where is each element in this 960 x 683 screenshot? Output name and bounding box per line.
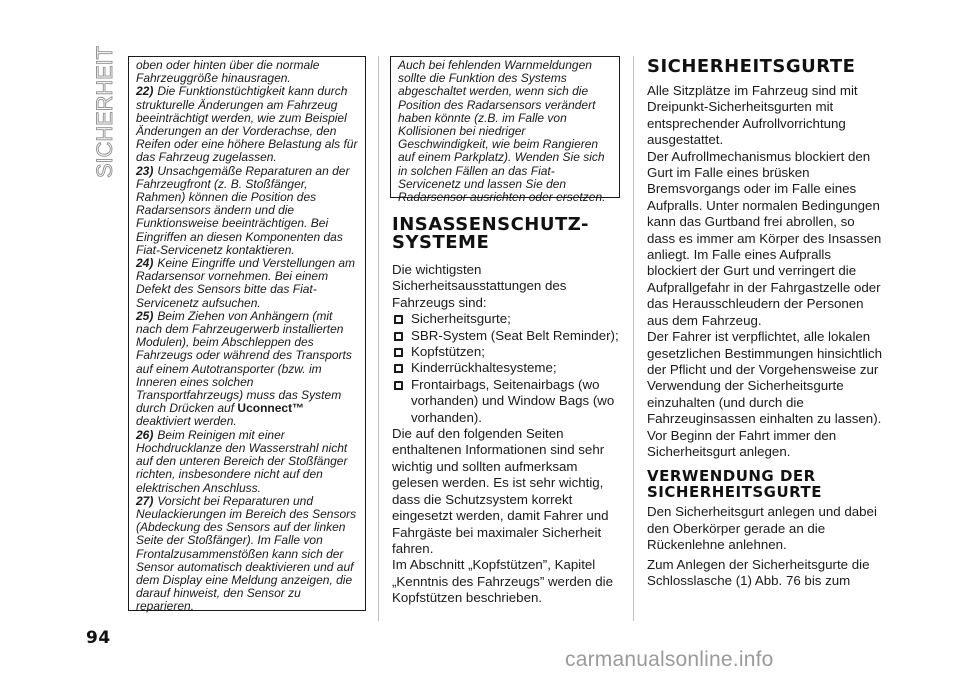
heading-line: INSASSENSCHUTZ- bbox=[392, 214, 589, 235]
heading-line: VERWENDUNG DER bbox=[647, 467, 816, 486]
section-heading-sicherheitsgurte: SICHERHEITSGURTE bbox=[647, 56, 856, 77]
note-item-25 bbox=[136, 310, 358, 429]
note-item-24 bbox=[136, 257, 358, 310]
right-body-2 bbox=[647, 504, 883, 589]
right-paragraph-1: Alle Sitzplätze im Fahrzeug sind mit Dreipunkt-Sicherheitsgurten mit entsprechender Aufrollvorrichtung ausgestattet. bbox=[647, 83, 858, 148]
right-paragraph-3: Der Fahrer ist verpflichtet, alle lokalen gesetzlichen Bestimmungen hinsichtlich der Pflicht und der Vorgehensweise zur Verwendung der Sicherheitsgurte einzuhalten (und durch die Fahrzeuginsassen einhalten zu lassen). bbox=[647, 329, 883, 427]
note-text: Vorsicht bei Reparaturen und Neulackierungen im Bereich des Sensors (Abdeckung des Sensors auf der linken Seite der Stoßfänger). Im Falle von Frontalzusammenstößen kann sich der Sensor automatisch deaktivieren und auf dem Display eine Meldung anzeigen, die darauf hinweist, den Sensor zu reparieren. bbox=[136, 493, 357, 614]
middle-box-text: Auch bei fehlenden Warnmeldungen sollte die Funktion des Systems abgeschaltet werden, wenn sich die Position des Radarsensors verändert haben könnte (z.B. im Falle von Kollisionen bei niedriger Geschwindigkeit, wie beim Rangieren auf einem Parkplatz). Wenden Sie sich in solchen Fällen an das Fiat-Servicenetz und lassen Sie den Radarsensor ausrichten oder ersetzen. bbox=[398, 58, 606, 205]
right-body bbox=[647, 83, 883, 460]
note-text: Keine Eingriffe und Verstellungen am Radarsensor vornehmen. Bei einem Defekt des Sensors bitte das Fiat-Servicenetz aufsuchen. bbox=[136, 256, 356, 310]
note-text: Beim Ziehen von Anhängern (mit nach dem Fahrzeugerwerb installierten Modulen), beim Abschleppen des Fahrzeugs oder während des Transports auf einem Autotransporter (bzw. im Inneren eines solchen Transportfahrzeugs) muss das System durch Drücken auf bbox=[136, 308, 352, 416]
uconnect-label: Uconnect™ bbox=[237, 401, 305, 416]
right-paragraph-5: Den Sicherheitsgurt anlegen und dabei den Oberkörper gerade an die Rückenlehne anlehnen. bbox=[647, 504, 877, 553]
right-paragraph-2: Der Aufrollmechanismus blockiert den Gurt im Falle eines brüsken Bremsvorgangs oder im Falle eines Aufpralls. Unter normalen Bedingungen kann das Gurtband frei abrollen, so dass es immer am Körper des Insassen anliegt. Im Falle eines Aufpralls blockiert der Gurt und verringert die Aufprallgefahr in der Fahrgastzelle oder das Herausschleudern der Personen aus dem Fahrzeug. bbox=[647, 148, 882, 328]
list-item: Kopfstützen; bbox=[392, 344, 624, 360]
middle-intro: Die wichtigsten Sicherheitsausstattungen des Fahrzeugs sind: bbox=[392, 262, 567, 310]
watermark: carmanualsonline.info bbox=[565, 648, 774, 671]
chapter-side-title-text: SICHERHEIT bbox=[92, 44, 117, 178]
middle-paragraph-2: Im Abschnitt „Kopfstützen”, Kapitel „Kenntnis des Fahrzeugs” werden die Kopfstützen beschrieben. bbox=[392, 557, 613, 606]
note-item-22 bbox=[136, 85, 358, 164]
right-paragraph-6: Zum Anlegen der Sicherheitsgurte die Schlosslasche (1) Abb. 76 bis zum bbox=[647, 556, 870, 588]
safety-equipment-list bbox=[392, 311, 624, 426]
note-text-tail: deaktiviert werden. bbox=[136, 414, 237, 429]
left-box-intro: oben oder hinten über die normale Fahrzeuggröße hinausragen. bbox=[136, 58, 320, 86]
note-item-23 bbox=[136, 165, 358, 257]
middle-body bbox=[392, 262, 624, 607]
list-item: Frontairbags, Seitenairbags (wo vorhanden) und Window Bags (wo vorhanden). bbox=[392, 377, 624, 426]
subheading-verwendung bbox=[647, 468, 883, 500]
note-text: Unsachgemäße Reparaturen an der Fahrzeugfront (z. B. Stoßfänger, Rahmen) können die Position des Radarsensors ändern und die Funktionsweise beeinträchtigen. Bei Eingriffen an diesen Komponenten das Fiat-Servicenetz kontaktieren. bbox=[136, 163, 350, 257]
list-item: SBR-System (Seat Belt Reminder); bbox=[392, 328, 624, 344]
note-number: 22) bbox=[136, 84, 154, 99]
chapter-side-title bbox=[86, 42, 122, 182]
note-number: 23) bbox=[136, 163, 154, 178]
list-item: Sicherheitsgurte; bbox=[392, 311, 624, 327]
note-text: Die Funktionstüchtigkeit kann durch strukturelle Änderungen am Fahrzeug beeinträchtigt werden, wie zum Beispiel Änderungen an der Vorderachse, den Reifen oder eine höhere Belastung als für das Fahrzeug zugelassen. bbox=[136, 84, 358, 165]
note-text: Beim Reinigen mit einer Hochdrucklanze den Wasserstrahl nicht auf den unteren Bereich der Stoßfänger richten, insbesondere nicht auf den elektrischen Anschluss. bbox=[136, 427, 348, 495]
page-number: 94 bbox=[86, 628, 111, 648]
note-item-26 bbox=[136, 429, 358, 495]
note-number: 24) bbox=[136, 256, 154, 271]
middle-warning-box bbox=[390, 56, 620, 205]
note-number: 25) bbox=[136, 308, 154, 323]
note-item-27 bbox=[136, 495, 358, 614]
heading-line: SICHERHEITSGURTE bbox=[647, 483, 823, 502]
middle-column bbox=[392, 216, 624, 607]
list-item: Kinderrückhaltesysteme; bbox=[392, 360, 624, 376]
right-paragraph-4: Vor Beginn der Fahrt immer den Sicherheitsgurt anlegen. bbox=[647, 427, 837, 459]
note-number: 27) bbox=[136, 493, 154, 508]
note-number: 26) bbox=[136, 427, 154, 442]
column-divider-2 bbox=[633, 56, 634, 621]
heading-line: SYSTEME bbox=[392, 232, 490, 253]
right-column bbox=[647, 58, 883, 589]
column-divider-1 bbox=[378, 56, 379, 621]
left-warning-box bbox=[128, 56, 366, 614]
section-heading-insassenschutz bbox=[392, 216, 624, 252]
middle-paragraph-1: Die auf den folgenden Seiten enthaltenen Informationen sind sehr wichtig und sollten aufmerksam gelesen werden. Es ist sehr wichtig, dass die Schutzsystem korrekt eingesetzt werden, damit Fahrer und Fahrgäste bei maximaler Sicherheit fahren. bbox=[392, 426, 609, 556]
